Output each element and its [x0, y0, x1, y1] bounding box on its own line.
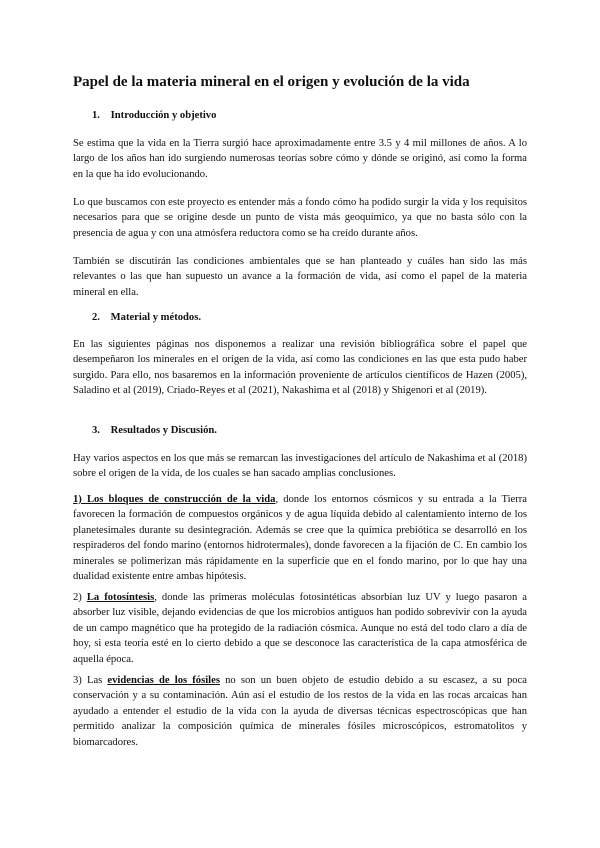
section-heading-methods	[92, 312, 201, 323]
list-marker: 2)	[73, 592, 87, 603]
emphasis-building-blocks: 1) Los bloques de construcción de la vida	[73, 494, 276, 505]
section-heading-results	[92, 425, 217, 436]
paragraph-results-4	[73, 673, 527, 750]
paragraph-methods-1: En las siguientes páginas nos disponemos a realizar una revisión bibliográfica sobre el papel que desempeñaron los minerales en el origen de la vida, así como las condiciones en las que esta pudo haber surgido. Para ello, nos basaremos en la información proveniente de artículos científicos de Hazen (2005), Saladino et al (2019), Criado-Reyes et al (2021), Nakashima et al (2018) y Shigenori et al (2019).	[73, 339, 527, 397]
paragraph-results-3	[73, 590, 527, 667]
emphasis-fossil-evidence: evidencias de los fósiles	[107, 675, 220, 686]
section-heading-text: Introducción y objetivo	[110, 110, 217, 121]
paragraph-results-1: Hay varios aspectos en los que más se remarcan las investigaciones del artículo de Nakashima et al (2018) sobre el origen de la vida, de los cuales se han sacado amplias conclusiones.	[73, 453, 527, 480]
paragraph-body: , donde los entornos cósmicos y su entrada a la Tierra favorecen la formación de compuestos orgánicos y de agua líquida debido al calentamiento interno de los planetesimales durante su desintegración. Además se cree que la química prebiótica se desarrolló en los respiraderos del fondo marino (entornos hidrotermales), donde favorecen a la fijación de C. En cambio los minerales se polimerizan más rápidamente en la superficie que en el fondo marino, por lo que hay una dualidad existente entre ambas hipótesis.	[73, 494, 528, 583]
document-title: Papel de la materia mineral en el origen y evolución de la vida	[73, 74, 470, 90]
paragraph-intro-2: Lo que buscamos con este proyecto es entender más a fondo cómo ha podido surgir la vida y los requisitos necesarios para que se origine desde un punto de vista más geoquímico, ya que no basta sólo con la presencia de agua y con una atmósfera reductora como se ha creído durante años.	[73, 197, 527, 239]
section-heading-text: Material y métodos.	[110, 312, 201, 323]
paragraph-results-2	[73, 492, 527, 584]
section-number: 3.	[92, 425, 100, 436]
section-number: 1.	[92, 110, 100, 121]
section-heading-introduction	[92, 110, 216, 121]
list-marker: 3) Las	[73, 675, 108, 686]
paragraph-intro-3: También se discutirán las condiciones ambientales que se han planteado y cuáles han sido las más relevantes o las que han supuesto un avance a la formación de vida, así como el papel de la materia mineral en ella.	[73, 256, 527, 298]
section-number: 2.	[92, 312, 100, 323]
emphasis-photosynthesis: La fotosíntesis	[86, 592, 155, 603]
section-heading-text: Resultados y Discusión.	[110, 425, 217, 436]
paragraph-intro-1: Se estima que la vida en la Tierra surgió hace aproximadamente entre 3.5 y 4 mil millones de años. A lo largo de los años han ido surgiendo numerosas teorías sobre cómo y dónde se originó, así como la forma en la que ha ido evolucionando.	[73, 138, 527, 180]
paragraph-body: , donde las primeras moléculas fotosintéticas absorbían luz UV y luego pasaron a absorber luz visible, dejando evidencias de que los microbios antiguos han podido sobrevivir con la ayuda de un campo magnético que ha protegido de la radiación cósmica. Aunque no está del todo claro a día de hoy, si esta teoría esté en lo cierto debido a que se desconoce las característica de la capa atmosférica de aquella época.	[73, 592, 527, 665]
paragraph-body: no son un buen objeto de estudio debido a su escasez, a su poca conservación y a su contaminación. Aún así el estudio de los restos de la vida en las rocas arcaicas han ayudado a entender el estudio de la vida con la ayuda de diversas técnicas espectroscópicas que han permitido analizar la composición química de minerales fósiles microscópicos, estromatolitos y biomarcadores.	[73, 675, 527, 748]
